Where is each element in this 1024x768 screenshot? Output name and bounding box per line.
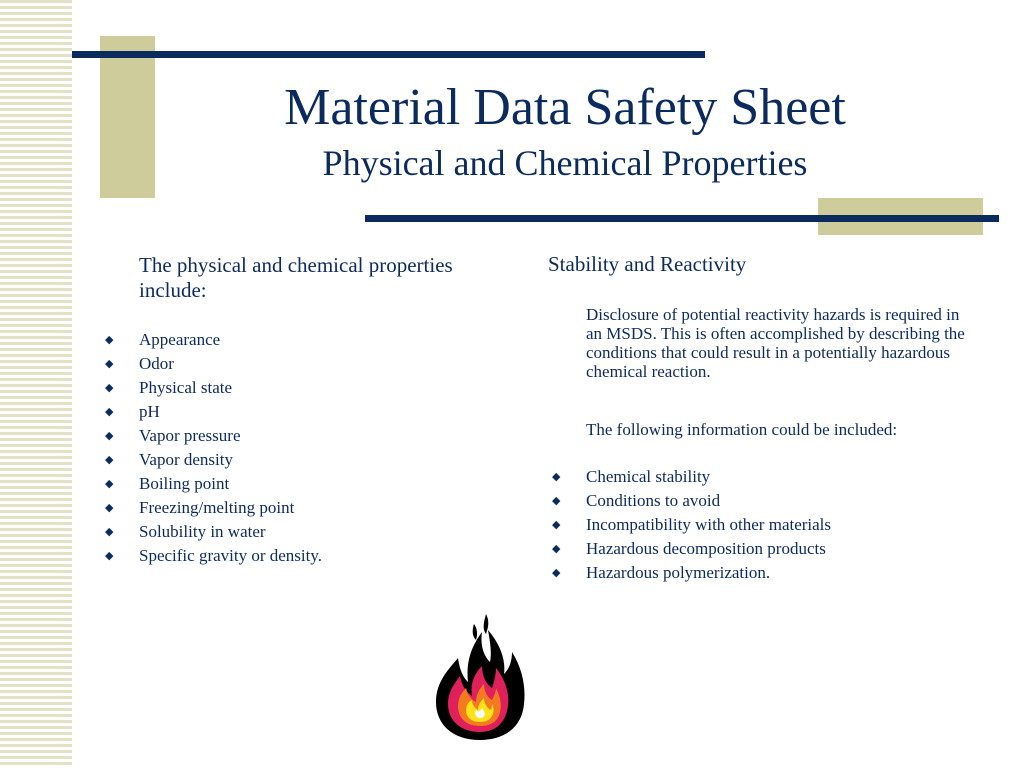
list-item: ◆ Vapor pressure [101,424,322,448]
diamond-bullet-icon: ◆ [552,495,561,507]
reactivity-paragraph: Disclosure of potential reactivity hazards is required in an MSDS. This is often accomplished by describing the conditions that could result in a potentially hazardous chemical reaction. [586,305,965,381]
diamond-bullet-icon: ◆ [105,454,114,466]
left-intro-text: The physical and chemical properties include: [139,253,453,302]
page-title: Material Data Safety Sheet [284,79,846,136]
properties-list [101,328,322,568]
diamond-bullet-icon: ◆ [105,550,114,562]
list-item: ◆ Boiling point [101,472,322,496]
diamond-bullet-icon: ◆ [105,406,114,418]
list-item: ◆ Odor [101,352,322,376]
list-item: ◆ Appearance [101,328,322,352]
diamond-bullet-icon: ◆ [105,430,114,442]
left-stripe-decoration [0,0,72,768]
diamond-bullet-icon: ◆ [105,334,114,346]
flame-icon [430,612,530,742]
list-item: ◆ Freezing/melting point [101,496,322,520]
list-item: ◆ Vapor density [101,448,322,472]
list-item: ◆ Chemical stability [548,465,831,489]
diamond-bullet-icon: ◆ [552,543,561,555]
list-item: ◆ Solubility in water [101,520,322,544]
included-info-paragraph: The following information could be included: [586,420,898,439]
diamond-bullet-icon: ◆ [105,526,114,538]
list-item: ◆ Hazardous polymerization. [548,561,831,585]
diamond-bullet-icon: ◆ [552,519,561,531]
diamond-bullet-icon: ◆ [105,502,114,514]
diamond-bullet-icon: ◆ [552,471,561,483]
top-navy-bar [72,51,705,58]
diamond-bullet-icon: ◆ [105,358,114,370]
bottom-navy-bar [365,215,999,222]
list-item: ◆ Specific gravity or density. [101,544,322,568]
list-item: ◆ Incompatibility with other materials [548,513,831,537]
diamond-bullet-icon: ◆ [105,382,114,394]
list-item: ◆ pH [101,400,322,424]
diamond-bullet-icon: ◆ [552,567,561,579]
diamond-bullet-icon: ◆ [105,478,114,490]
stability-heading: Stability and Reactivity [548,252,747,276]
page-subtitle: Physical and Chemical Properties [322,143,808,183]
list-item: ◆ Hazardous decomposition products [548,537,831,561]
list-item: ◆ Conditions to avoid [548,489,831,513]
list-item: ◆ Physical state [101,376,322,400]
stability-list [548,465,831,585]
